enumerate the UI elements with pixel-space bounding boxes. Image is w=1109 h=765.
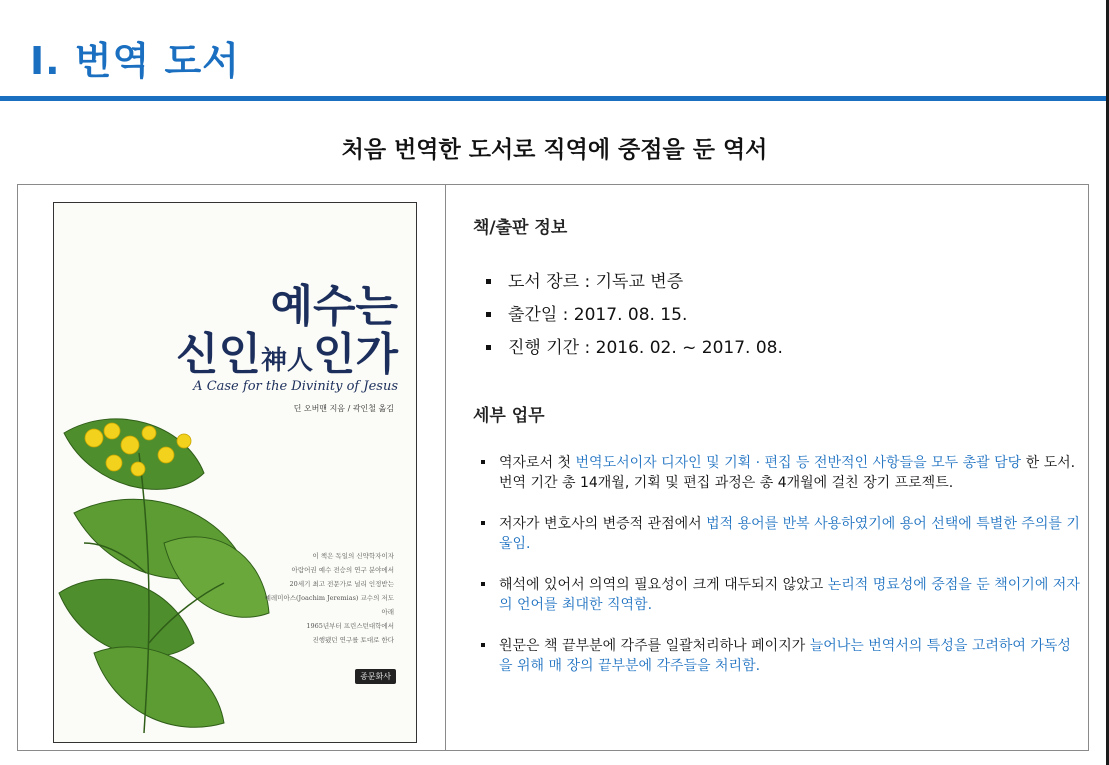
slide-subtitle: 처음 번역한 도서로 직역에 중점을 둔 역서 xyxy=(341,137,768,163)
panel-divider xyxy=(445,185,446,750)
publication-info-list xyxy=(486,271,783,370)
duty-text: 한 도서. 번역 기간 총 14개월, 기획 및 편집 과정은 총 4개월에 걸친 장기 프로젝트. xyxy=(499,455,1076,491)
duty-text: 저자가 변호사의 변증적 관점에서 xyxy=(499,516,707,532)
duty-highlight: 논리적 명료성에 중점을 둔 책이기에 저자의 언어를 최대한 직역함. xyxy=(499,577,1080,613)
cover-title-line1: 예수는 xyxy=(270,281,398,332)
duty-highlight: 늘어나는 번역서의 특성을 고려하여 가독성을 위해 매 장의 끝부분에 각주들을 처리함. xyxy=(499,638,1071,674)
duty-highlight: 법적 용어를 반복 사용하였기에 용어 선택에 특별한 주의를 기울임. xyxy=(499,516,1080,552)
publisher-logo: 종문화사 xyxy=(355,669,396,684)
cover-blurb-line: 이 책은 독일의 신약학자이자 xyxy=(312,552,394,560)
duty-text: 해석에 있어서 의역의 필요성이 크게 대두되지 않았고 xyxy=(499,577,828,593)
duty-highlight: 번역도서이자 디자인 및 기획 · 편집 등 전반적인 사항들을 모두 총괄 담당 xyxy=(575,455,1022,471)
duty-text: 원문은 책 끝부분에 각주를 일괄처리하나 페이지가 xyxy=(499,638,810,654)
square-bullet-icon xyxy=(486,312,491,317)
square-bullet-icon xyxy=(481,582,485,586)
cover-blurb xyxy=(264,549,394,647)
square-bullet-icon xyxy=(486,279,491,284)
content-panel xyxy=(17,184,1089,751)
period-text: 진행 기간 : 2016. 02. ~ 2017. 08. xyxy=(508,338,783,358)
list-item xyxy=(481,575,1081,615)
cover-blurb-line: 예레미아스(Joachim Jeremias) 교수의 저도 아래 xyxy=(264,594,394,616)
list-item xyxy=(481,514,1081,554)
cover-blurb-line: 1965년부터 프린스턴대학에서 xyxy=(306,622,394,630)
plant-illustration xyxy=(54,393,274,743)
square-bullet-icon xyxy=(481,643,485,647)
cover-title-part-b: 인가 xyxy=(312,328,398,380)
list-item xyxy=(481,453,1081,493)
cover-blurb-line: 20세기 최고 전문가로 널리 인정받는 xyxy=(289,580,394,588)
book-cover-image xyxy=(53,202,417,743)
publication-info-heading: 책/출판 정보 xyxy=(473,218,568,238)
square-bullet-icon xyxy=(486,345,491,350)
square-bullet-icon xyxy=(481,521,485,525)
cover-english-subtitle: A Case for the Divinity of Jesus xyxy=(193,379,398,394)
duties-heading: 세부 업무 xyxy=(473,406,545,426)
page-title: I. 번역 도서 xyxy=(30,39,240,83)
genre-text: 도서 장르 : 기독교 변증 xyxy=(508,272,684,292)
cover-authors: 딘 오버맨 지음 / 곽인철 옮김 xyxy=(293,404,394,413)
square-bullet-icon xyxy=(481,460,485,464)
list-item xyxy=(486,337,783,370)
cover-blurb-line: 진행됐던 연구를 토대로 한다 xyxy=(312,636,394,644)
release-date-text: 출간일 : 2017. 08. 15. xyxy=(508,305,688,325)
list-item xyxy=(481,636,1081,676)
cover-title-line2 xyxy=(175,328,398,380)
cover-title xyxy=(176,283,398,378)
list-item xyxy=(486,271,783,304)
cover-blurb-line: 아람어권 예수 전승의 연구 분야에서 xyxy=(291,566,394,574)
title-divider xyxy=(0,96,1106,101)
cover-title-hanja: 神人 xyxy=(260,345,313,376)
cover-title-part-a: 신인 xyxy=(175,328,261,380)
list-item xyxy=(486,304,783,337)
duty-text: 역자로서 첫 xyxy=(499,455,576,471)
duties-list xyxy=(481,453,1081,697)
